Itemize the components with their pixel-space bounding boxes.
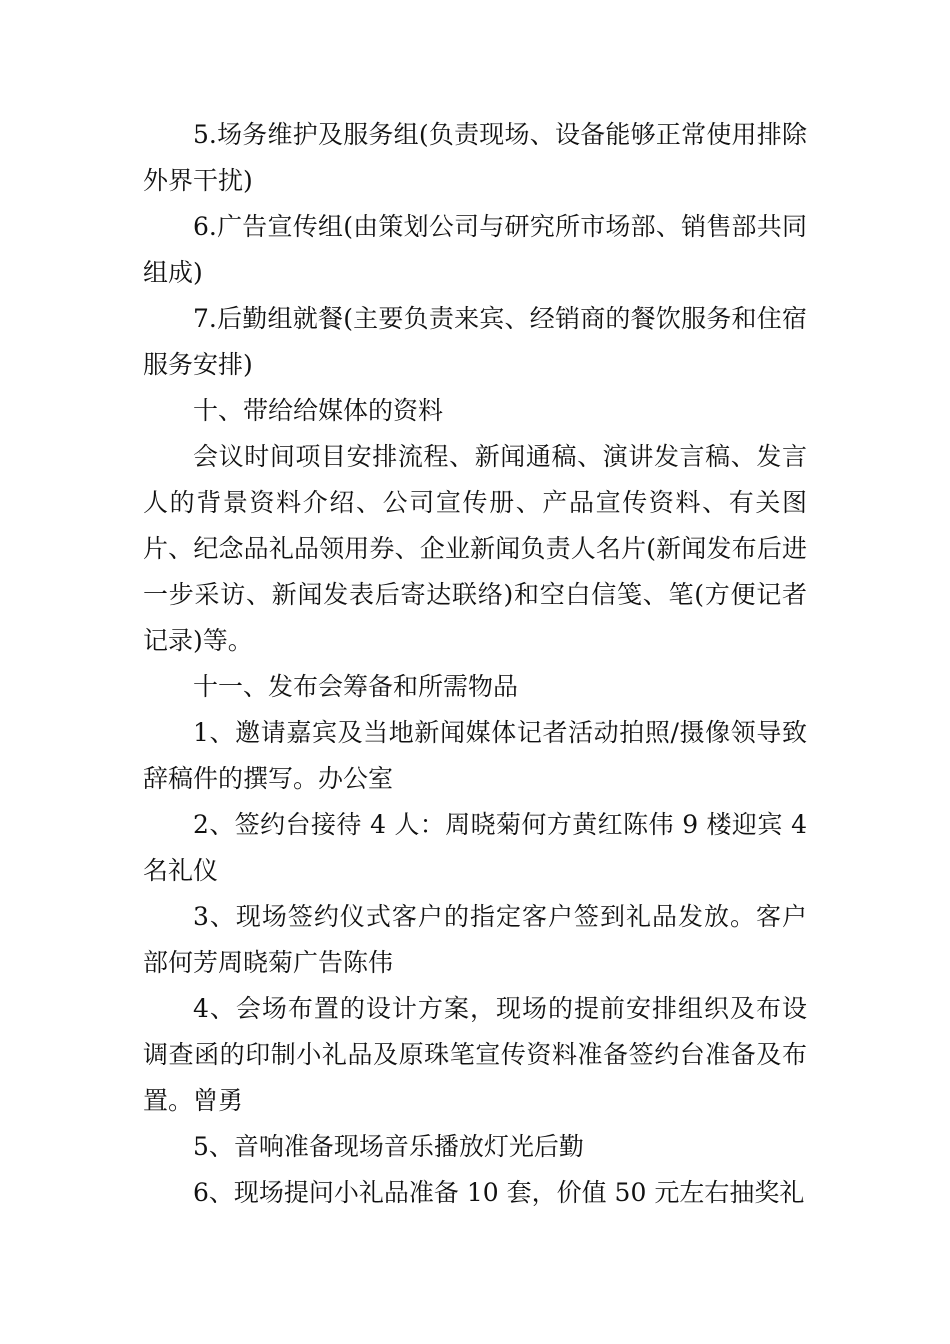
section-heading-media-materials: 十、带给给媒体的资料 [193, 396, 444, 425]
list-item-4: 4、会场布置的设计方案，现场的提前安排组织及布设调查函的印制小礼品及原珠笔宣传资料准备签约台准备及布置。曾勇 [143, 994, 807, 1115]
list-item-6: 6、现场提问小礼品准备 10 套，价值 50 元左右抽奖礼 [193, 1178, 805, 1207]
document-body [143, 112, 807, 1216]
list-item-5: 5、音响准备现场音乐播放灯光后勤 [193, 1132, 584, 1161]
paragraph-logistics-group: 7.后勤组就餐(主要负责来宾、经销商的餐饮服务和住宿服务安排) [143, 304, 807, 379]
paragraph-media-materials: 会议时间项目安排流程、新闻通稿、演讲发言稿、发言人的背景资料介绍、公司宣传册、产品宣传资料、有关图片、纪念品礼品领用券、企业新闻负责人名片(新闻发布后进一步采访、新闻发表后寄达联络)和空白信笺、笔(方便记者记录)等。 [143, 442, 807, 655]
list-item-2: 2、签约台接待 4 人：周晓菊何方黄红陈伟 9 楼迎宾 4 名礼仪 [143, 810, 807, 885]
paragraph-service-group: 5.场务维护及服务组(负责现场、设备能够正常使用排除外界干扰) [143, 120, 807, 195]
list-item-1: 1、邀请嘉宾及当地新闻媒体记者活动拍照/摄像领导致辞稿件的撰写。办公室 [143, 718, 807, 793]
section-heading-preparation: 十一、发布会筹备和所需物品 [193, 672, 519, 701]
list-item-3: 3、现场签约仪式客户的指定客户签到礼品发放。客户部何芳周晓菊广告陈伟 [143, 902, 807, 977]
paragraph-ad-group: 6.广告宣传组(由策划公司与研究所市场部、销售部共同组成) [143, 212, 807, 287]
